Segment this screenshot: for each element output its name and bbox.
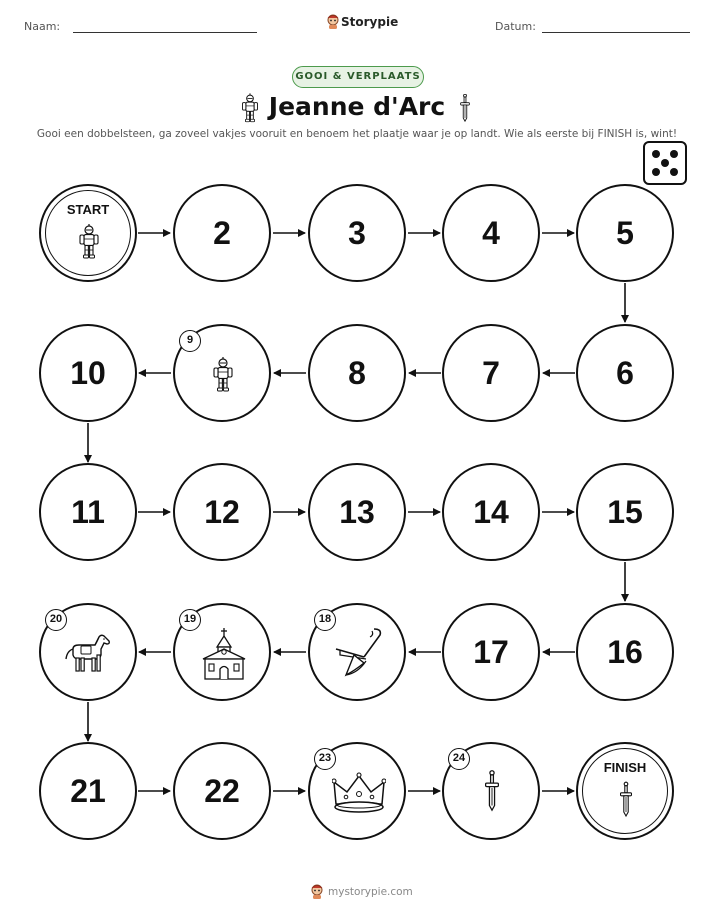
space-number: 2: [213, 214, 231, 251]
board-space-16[interactable]: [576, 603, 674, 701]
board-space-8[interactable]: [308, 324, 406, 422]
space-number: 8: [348, 354, 366, 391]
space-number: 15: [607, 493, 643, 530]
start-label: START: [66, 202, 110, 217]
board-space-2[interactable]: [173, 184, 271, 282]
space-number: 4: [482, 214, 500, 251]
board-space-11[interactable]: [39, 463, 137, 561]
church-icon: [201, 627, 247, 685]
space-number: 14: [473, 493, 509, 530]
board-space-6[interactable]: [576, 324, 674, 422]
board-space-21[interactable]: [39, 742, 137, 840]
storypie-mascot-icon: [310, 884, 324, 904]
space-number-badge: 23: [314, 748, 336, 770]
board-space-7[interactable]: [442, 324, 540, 422]
finish-label: FINISH: [603, 760, 647, 775]
space-number-badge: 24: [448, 748, 470, 770]
space-number: 10: [70, 354, 106, 391]
brand-name: Storypie: [341, 15, 399, 29]
space-number: 11: [71, 493, 105, 530]
knight-icon: [211, 357, 235, 396]
board-space-start[interactable]: [39, 184, 137, 282]
footer-site[interactable]: mystorypie.com: [328, 886, 413, 898]
space-number: 5: [616, 214, 634, 251]
space-number: 13: [339, 493, 375, 530]
board-space-3[interactable]: [308, 184, 406, 282]
space-number: 3: [348, 214, 366, 251]
board-space-17[interactable]: [442, 603, 540, 701]
space-number-badge: 20: [45, 609, 67, 631]
knight-icon: [77, 224, 101, 263]
board-space-14[interactable]: [442, 463, 540, 561]
horse-icon: [63, 633, 113, 679]
board-space-12[interactable]: [173, 463, 271, 561]
space-number-badge: 9: [179, 330, 201, 352]
space-number-badge: 18: [314, 609, 336, 631]
game-type-tag: GOOI & VERPLAATS: [292, 66, 424, 88]
board-space-5[interactable]: [576, 184, 674, 282]
instructions: Gooi een dobbelsteen, ga zoveel vakjes vooruit en benoem het plaatje waar je op landt. Wie als eerste bij FINISH is, wint!: [36, 128, 678, 140]
space-number-badge: 19: [179, 609, 201, 631]
page-title: Jeanne d'Arc: [268, 92, 446, 121]
board-space-10[interactable]: [39, 324, 137, 422]
sword-icon: [620, 780, 632, 824]
space-number: 22: [204, 772, 240, 809]
space-number: 17: [473, 633, 509, 670]
space-number: 7: [482, 354, 500, 391]
sword-icon: [485, 769, 499, 818]
space-number: 21: [70, 772, 106, 809]
footer: [310, 884, 420, 902]
crown-icon: [332, 772, 386, 820]
space-number: 16: [607, 633, 643, 670]
board-space-finish[interactable]: [576, 742, 674, 840]
space-number: 6: [616, 354, 634, 391]
plow-icon: [334, 627, 386, 685]
board-space-4[interactable]: [442, 184, 540, 282]
board-space-15[interactable]: [576, 463, 674, 561]
board-space-13[interactable]: [308, 463, 406, 561]
board-space-22[interactable]: [173, 742, 271, 840]
name-label: Naam:: [24, 20, 61, 33]
date-label: Datum:: [495, 20, 536, 33]
space-number: 12: [204, 493, 240, 530]
